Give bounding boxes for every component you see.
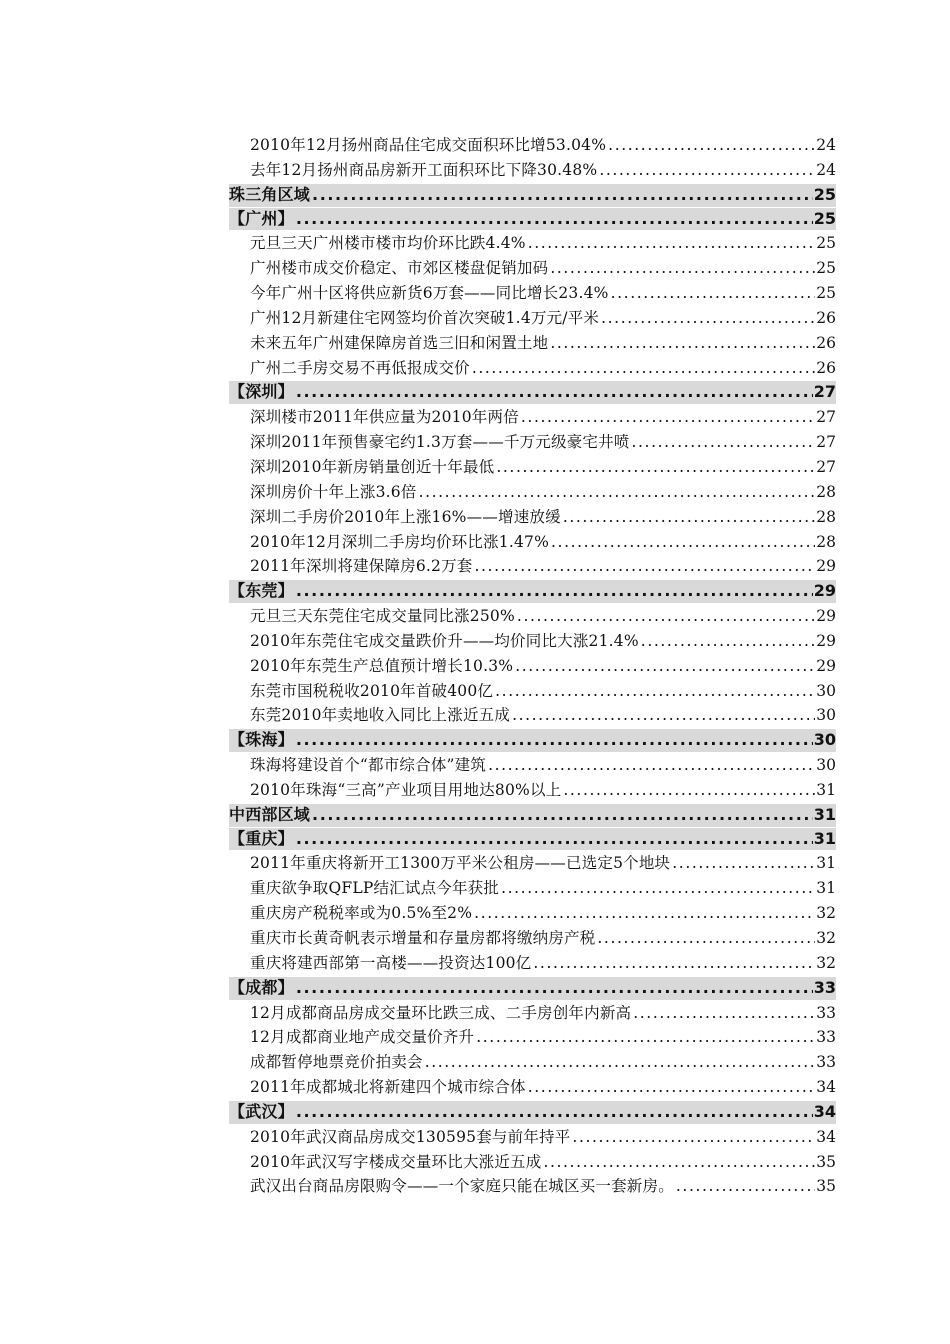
toc-entry-title: 东莞2010年卖地收入同比上涨近五成 bbox=[250, 706, 511, 725]
toc-entry-title: 2011年深圳将建保障房6.2万套 bbox=[250, 557, 473, 576]
toc-page-number: 31 bbox=[813, 828, 836, 848]
toc-entry-title: 元旦三天广州楼市楼市均价环比跌4.4% bbox=[250, 234, 526, 253]
toc-entry[interactable] bbox=[229, 530, 836, 555]
toc-page-number: 32 bbox=[816, 904, 836, 923]
toc-entry-title: 【深圳】 bbox=[229, 382, 294, 402]
dot-leader bbox=[510, 703, 815, 728]
dot-leader bbox=[597, 158, 815, 183]
toc-entry-title: 元旦三天东莞住宅成交量同比涨250% bbox=[250, 607, 515, 626]
toc-page-number: 29 bbox=[816, 607, 836, 626]
dot-leader bbox=[631, 1001, 815, 1026]
toc-heading-city[interactable] bbox=[229, 208, 836, 231]
toc-entry[interactable] bbox=[229, 1125, 836, 1150]
dot-leader bbox=[674, 1174, 815, 1199]
toc-entry[interactable] bbox=[229, 851, 836, 876]
toc-page-number: 35 bbox=[816, 1152, 836, 1171]
toc-entry-title: 【重庆】 bbox=[229, 828, 294, 848]
toc-entry[interactable] bbox=[229, 158, 836, 183]
toc-entry[interactable] bbox=[229, 778, 836, 803]
toc-heading-region[interactable] bbox=[229, 184, 836, 207]
toc-entry[interactable] bbox=[229, 554, 836, 579]
toc-entry-title: 重庆将建西部第一高楼——投资达100亿 bbox=[250, 953, 532, 972]
dot-leader bbox=[531, 951, 815, 976]
toc-page-number: 33 bbox=[816, 1003, 836, 1022]
dot-leader bbox=[310, 804, 813, 827]
toc-entry-title: 今年广州十区将供应新货6万套——同比增长23.4% bbox=[250, 284, 609, 303]
dot-leader bbox=[472, 901, 815, 926]
toc-entry[interactable] bbox=[229, 901, 836, 926]
dot-leader bbox=[570, 1125, 815, 1150]
toc-entry-title: 广州楼市成交价稳定、市郊区楼盘促销加码 bbox=[250, 259, 549, 278]
toc-entry-title: 【武汉】 bbox=[229, 1101, 294, 1121]
dot-leader bbox=[294, 977, 813, 1000]
dot-leader bbox=[599, 306, 815, 331]
toc-entry[interactable] bbox=[229, 1050, 836, 1075]
toc-entry-title: 2011年成都城北将新建四个城市综合体 bbox=[250, 1078, 526, 1097]
toc-entry[interactable] bbox=[229, 654, 836, 679]
dot-leader bbox=[294, 381, 813, 404]
toc-page-number: 31 bbox=[813, 804, 836, 824]
toc-entry-title: 重庆市长黄奇帆表示增量和存量房都将缴纳房产税 bbox=[250, 929, 596, 947]
toc-page-number: 25 bbox=[813, 208, 836, 228]
toc-page-number: 31 bbox=[816, 879, 836, 898]
toc-entry[interactable] bbox=[229, 480, 836, 505]
toc-entry[interactable] bbox=[229, 505, 836, 530]
dot-leader bbox=[526, 231, 816, 256]
toc-entry[interactable] bbox=[229, 926, 836, 951]
toc-page-number: 25 bbox=[813, 184, 836, 204]
dot-leader bbox=[486, 753, 815, 778]
toc-heading-city[interactable] bbox=[229, 828, 836, 851]
dot-leader bbox=[639, 629, 815, 654]
toc-page-number: 24 bbox=[816, 160, 836, 179]
dot-leader bbox=[294, 828, 813, 851]
toc-entry[interactable] bbox=[229, 231, 836, 256]
toc-entry-title: 【东莞】 bbox=[229, 581, 294, 601]
toc-entry-title: 未来五年广州建保障房首选三旧和闲置土地 bbox=[250, 333, 549, 352]
dot-leader bbox=[513, 654, 815, 679]
dot-leader bbox=[294, 208, 813, 231]
toc-page-number: 27 bbox=[816, 433, 836, 452]
toc-entry-title: 深圳楼市2011年供应量为2010年两倍 bbox=[250, 408, 519, 427]
toc-entry-title: 2010年12月扬州商品住宅成交面积环比增53.04% bbox=[250, 136, 607, 154]
toc-page-number: 28 bbox=[816, 507, 836, 526]
toc-page-number: 29 bbox=[816, 631, 836, 650]
dot-leader bbox=[548, 331, 815, 356]
toc-page-number: 33 bbox=[816, 1028, 836, 1047]
toc-entry-title: 去年12月扬州商品房新开工面积环比下降30.48% bbox=[250, 160, 598, 179]
toc-page-number: 34 bbox=[813, 1101, 836, 1121]
dot-leader bbox=[548, 256, 815, 281]
toc-entry-title: 广州二手房交易不再低报成交价 bbox=[250, 358, 470, 377]
toc-page-number: 27 bbox=[816, 457, 836, 476]
dot-leader bbox=[561, 505, 815, 530]
toc-entry-title: 东莞市国税税收2010年首破400亿 bbox=[250, 681, 494, 700]
toc-heading-region[interactable] bbox=[229, 804, 836, 827]
dot-leader bbox=[494, 455, 815, 480]
dot-leader bbox=[470, 356, 815, 381]
toc-entry[interactable] bbox=[229, 256, 836, 281]
toc-entry[interactable] bbox=[229, 133, 836, 158]
toc-heading-city[interactable] bbox=[229, 977, 836, 1000]
toc-entry[interactable] bbox=[229, 951, 836, 976]
dot-leader bbox=[473, 554, 816, 579]
toc-page-number: 24 bbox=[816, 136, 836, 154]
dot-leader bbox=[519, 405, 815, 430]
toc-entry-title: 成都暂停地票竞价拍卖会 bbox=[250, 1053, 423, 1072]
toc-entry-title: 2010年珠海“三高”产业项目用地达80%以上 bbox=[250, 780, 562, 799]
toc-heading-city[interactable] bbox=[229, 1101, 836, 1124]
toc-entry-title: 2010年武汉写字楼成交量环比大涨近五成 bbox=[250, 1152, 542, 1171]
toc-entry[interactable] bbox=[229, 455, 836, 480]
toc-heading-city[interactable] bbox=[229, 729, 836, 752]
dot-leader bbox=[606, 133, 815, 158]
toc-entry-title: 【成都】 bbox=[229, 977, 294, 997]
toc-page-number: 26 bbox=[816, 308, 836, 327]
toc-page-number: 30 bbox=[816, 756, 836, 775]
dot-leader bbox=[609, 281, 816, 306]
dot-leader bbox=[310, 184, 813, 207]
toc-entry[interactable] bbox=[229, 356, 836, 381]
toc-entry-title: 【广州】 bbox=[229, 208, 294, 228]
dot-leader bbox=[515, 604, 815, 629]
toc-entry-title: 【珠海】 bbox=[229, 730, 294, 750]
toc-page-number: 34 bbox=[816, 1127, 836, 1146]
toc-entry[interactable] bbox=[229, 1075, 836, 1100]
toc-heading-city[interactable] bbox=[229, 381, 836, 404]
toc-page-number: 25 bbox=[816, 284, 836, 303]
dot-leader bbox=[549, 530, 815, 555]
toc-page-number: 25 bbox=[816, 234, 836, 253]
table-of-contents bbox=[229, 133, 836, 1199]
dot-leader bbox=[630, 430, 816, 455]
dot-leader bbox=[294, 1101, 813, 1124]
toc-entry-title: 武汉出台商品房限购令——一个家庭只能在城区买一套新房。 bbox=[250, 1177, 674, 1196]
toc-page-number: 33 bbox=[813, 977, 836, 997]
toc-entry-title: 2010年东莞住宅成交量跌价升——均价同比大涨21.4% bbox=[250, 631, 639, 650]
toc-entry-title: 重庆欲争取QFLP结汇试点今年获批 bbox=[250, 879, 500, 898]
toc-page-number: 27 bbox=[816, 408, 836, 427]
toc-page-number: 32 bbox=[816, 929, 836, 947]
toc-page-number: 29 bbox=[813, 581, 836, 601]
dot-leader bbox=[541, 1150, 815, 1175]
dot-leader bbox=[499, 876, 815, 901]
dot-leader bbox=[294, 580, 813, 603]
toc-entry[interactable] bbox=[229, 753, 836, 778]
toc-page-number: 28 bbox=[816, 482, 836, 501]
toc-entry[interactable] bbox=[229, 281, 836, 306]
toc-entry[interactable] bbox=[229, 405, 836, 430]
toc-page-number: 32 bbox=[816, 953, 836, 972]
toc-page-number: 29 bbox=[816, 656, 836, 675]
toc-heading-city[interactable] bbox=[229, 580, 836, 603]
toc-page-number: 29 bbox=[816, 557, 836, 576]
dot-leader bbox=[423, 1050, 816, 1075]
toc-entry-title: 珠三角区域 bbox=[229, 184, 311, 204]
toc-entry[interactable] bbox=[229, 604, 836, 629]
toc-entry-title: 12月成都商品房成交量环比跌三成、二手房创年内新高 bbox=[250, 1003, 632, 1022]
toc-entry-title: 深圳房价十年上涨3.6倍 bbox=[250, 482, 417, 501]
toc-page-number: 26 bbox=[816, 358, 836, 377]
toc-page-number: 31 bbox=[816, 854, 836, 873]
toc-entry-title: 2010年东莞生产总值预计增长10.3% bbox=[250, 656, 514, 675]
dot-leader bbox=[417, 480, 816, 505]
dot-leader bbox=[670, 851, 815, 876]
toc-page-number: 34 bbox=[816, 1078, 836, 1097]
toc-page-number: 25 bbox=[816, 259, 836, 278]
toc-entry[interactable] bbox=[229, 1174, 836, 1199]
toc-entry[interactable] bbox=[229, 331, 836, 356]
toc-entry-title: 2011年重庆将新开工1300万平米公租房——已选定5个地块 bbox=[250, 854, 671, 873]
toc-page-number: 35 bbox=[816, 1177, 836, 1196]
toc-page-number: 26 bbox=[816, 333, 836, 352]
toc-entry-title: 2010年武汉商品房成交130595套与前年持平 bbox=[250, 1127, 571, 1146]
dot-leader bbox=[561, 778, 815, 803]
toc-entry-title: 深圳2010年新房销量创近十年最低 bbox=[250, 457, 495, 476]
toc-entry[interactable] bbox=[229, 306, 836, 331]
toc-entry[interactable] bbox=[229, 679, 836, 704]
toc-entry[interactable] bbox=[229, 629, 836, 654]
toc-page-number: 33 bbox=[816, 1053, 836, 1072]
toc-entry[interactable] bbox=[229, 703, 836, 728]
toc-entry[interactable] bbox=[229, 1001, 836, 1026]
toc-entry-title: 2010年12月深圳二手房均价环比涨1.47% bbox=[250, 532, 550, 551]
toc-page-number: 30 bbox=[816, 706, 836, 725]
toc-page-number: 30 bbox=[813, 730, 836, 750]
dot-leader bbox=[493, 679, 815, 704]
toc-page-number: 27 bbox=[813, 382, 836, 402]
dot-leader bbox=[294, 729, 813, 752]
toc-page-number: 31 bbox=[816, 780, 836, 799]
toc-entry-title: 深圳2011年预售豪宅约1.3万套——千万元级豪宅井喷 bbox=[250, 433, 630, 452]
dot-leader bbox=[595, 926, 815, 951]
dot-leader bbox=[474, 1025, 815, 1050]
toc-entry[interactable] bbox=[229, 876, 836, 901]
toc-entry-title: 深圳二手房价2010年上涨16%——增速放缓 bbox=[250, 507, 561, 526]
toc-entry-title: 珠海将建设首个“都市综合体”建筑 bbox=[250, 756, 487, 775]
toc-entry[interactable] bbox=[229, 430, 836, 455]
toc-entry[interactable] bbox=[229, 1025, 836, 1050]
toc-entry-title: 12月成都商业地产成交量价齐升 bbox=[250, 1028, 475, 1047]
toc-entry-title: 中西部区域 bbox=[229, 804, 311, 824]
toc-page-number: 30 bbox=[816, 681, 836, 700]
toc-page-number: 28 bbox=[816, 532, 836, 551]
toc-entry[interactable] bbox=[229, 1150, 836, 1175]
toc-entry-title: 广州12月新建住宅网签均价首次突破1.4万元/平米 bbox=[250, 308, 600, 327]
dot-leader bbox=[526, 1075, 816, 1100]
toc-entry-title: 重庆房产税税率或为0.5%至2% bbox=[250, 904, 473, 923]
